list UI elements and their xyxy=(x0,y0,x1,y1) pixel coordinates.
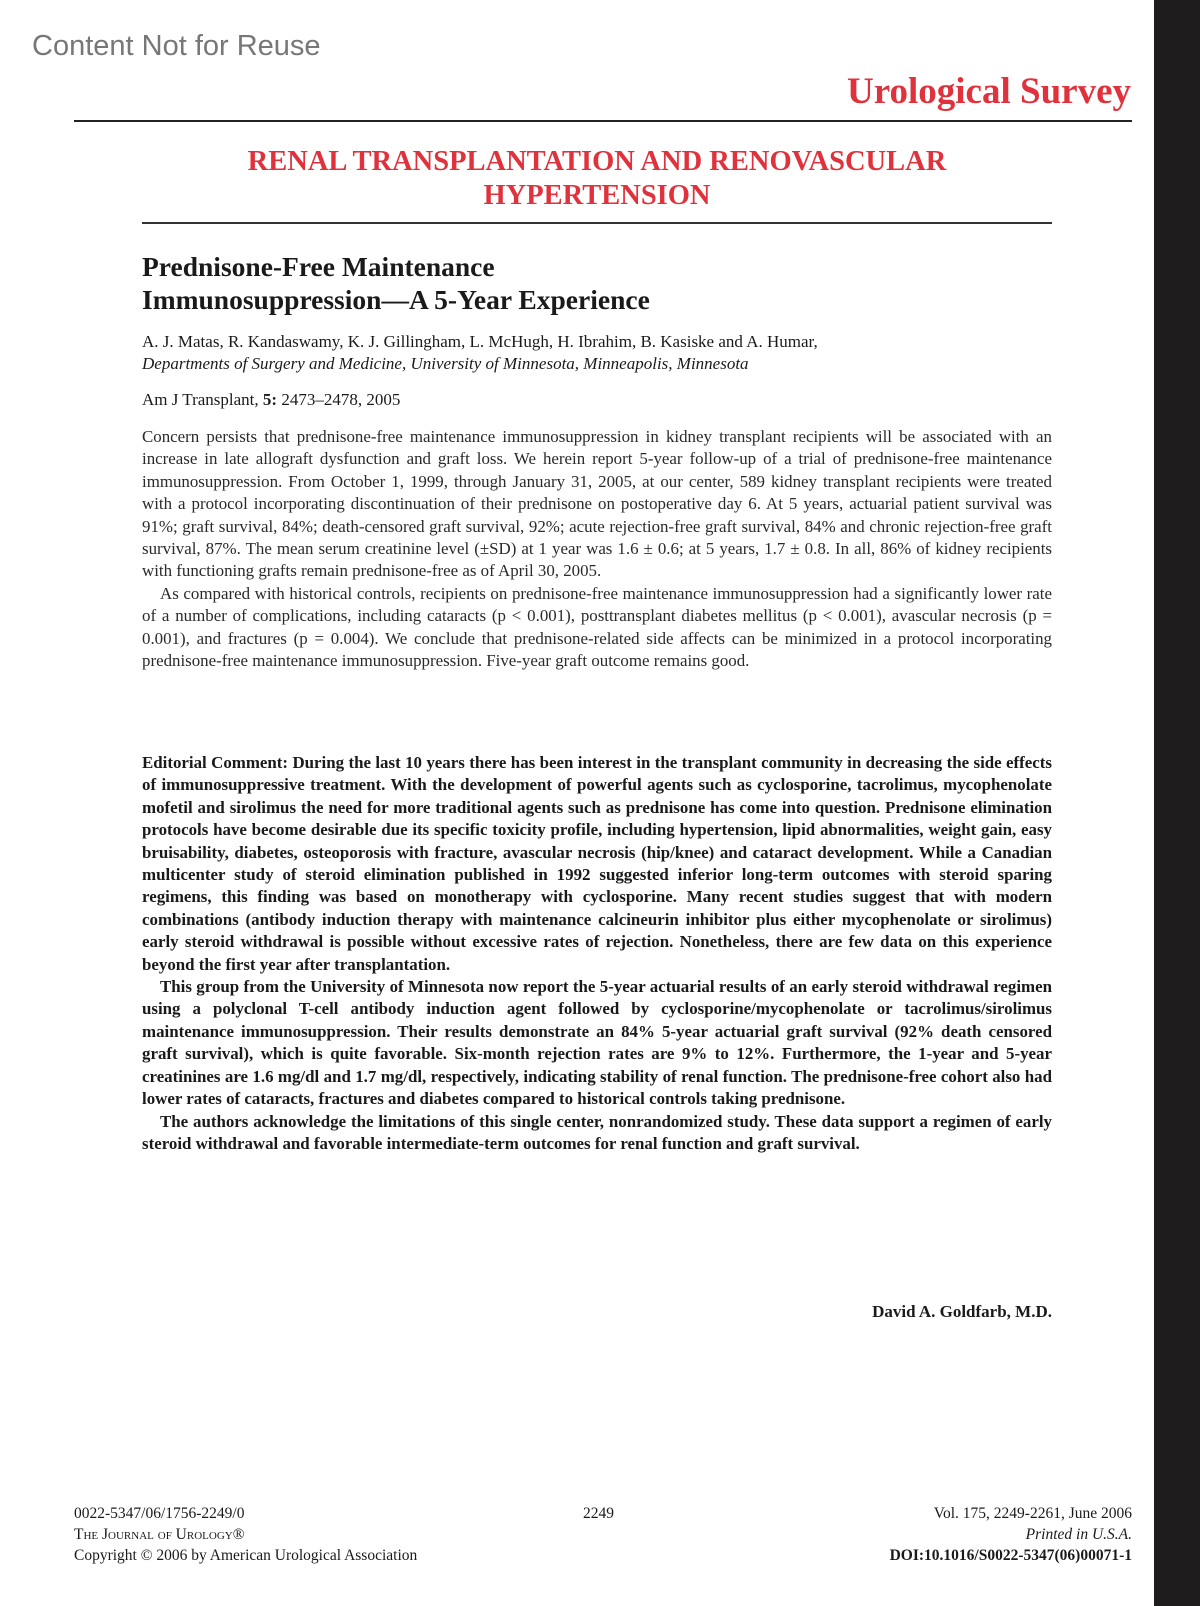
signature: David A. Goldfarb, M.D. xyxy=(872,1302,1052,1321)
footer-right xyxy=(890,1503,1132,1566)
authors: A. J. Matas, R. Kandaswamy, K. J. Gillingham, L. McHugh, H. Ibrahim, B. Kasiske and A. Humar, xyxy=(142,332,818,351)
footer-journal: The Journal of Urology® xyxy=(74,1526,245,1543)
editorial-paragraph: The authors acknowledge the limitations of this single center, nonrandomized study. These data support a regimen of early steroid withdrawal and favorable intermediate-term outcomes for renal function and graft survival. xyxy=(142,1111,1052,1153)
citation-volume: 5: xyxy=(262,390,278,409)
viewer-side-panel xyxy=(1154,0,1200,1606)
header-rule xyxy=(74,120,1132,122)
page-number: 2249 xyxy=(583,1505,614,1522)
affiliation: Departments of Surgery and Medicine, University of Minnesota, Minneapolis, Minnesota xyxy=(142,354,749,373)
article-title-line: Immunosuppression—A 5-Year Experience xyxy=(142,284,650,315)
abstract-paragraph: Concern persists that prednisone-free maintenance immunosuppression in kidney transplant recipients will be associated with an increase in late allograft dysfunction and graft loss. We herein report 5-year follow-up of a trial of prednisone-free maintenance immunosuppression. From October 1, 1999, through January 31, 2005, at our center, 589 kidney transplant recipients were treated with a protocol incorporating discontinuation of their prednisone on postoperative day 6. At 5 years, actuarial patient survival was 91%; graft survival, 84%; death-censored graft survival, 92%; acute rejection-free graft survival, 84% and chronic rejection-free graft survival, 87%. The mean serum creatinine level (±SD) at 1 year was 1.6 ± 0.6; at 5 years, 1.7 ± 0.8. In all, 86% of kidney recipients with functioning grafts remain prednisone-free as of April 30, 2005. xyxy=(142,427,1052,581)
footer-copyright: Copyright © 2006 by American Urological Association xyxy=(74,1547,418,1564)
abstract-paragraph: As compared with historical controls, recipients on prednisone-free maintenance immunosuppression had a significantly lower rate of a number of complications, including cataracts (p < 0.001), posttransplant diabetes mellitus (p < 0.001), avascular necrosis (p = 0.001), and fractures (p = 0.004). We conclude that prednisone-related side affects can be minimized in a protocol incorporating prednisone-free maintenance immunosuppression. Five-year graft outcome remains good. xyxy=(142,583,1052,671)
editorial-paragraph: Editorial Comment: During the last 10 years there has been interest in the transplant community in decreasing the side effects of immunosuppressive treatment. With the development of powerful agents such as cyclosporine, tacrolimus, mycophenolate mofetil and sirolimus the need for more traditional agents such as prednisone has come into question. Prednisone elimination protocols have become desirable due its specific toxicity profile, including hypertension, lipid abnormalities, weight gain, easy bruisability, diabetes, osteoporosis with fracture, avascular necrosis (hip/knee) and cataract development. While a Canadian multicenter study of steroid elimination published in 1992 suggested inferior long-term outcomes with steroid sparing regimens, this finding was based on monotherapy with cyclosporine. Many recent studies suggest that with modern combinations (antibody induction therapy with maintenance calcineurin inhibitor plus either mycophenolate or sirolimus) early steroid withdrawal is possible without excessive rates of rejection. Nonetheless, there are few data on this experience beyond the first year after transplantation. xyxy=(142,753,1052,974)
article-title xyxy=(142,250,1052,316)
footer-volume: Vol. 175, 2249-2261, June 2006 xyxy=(933,1505,1132,1522)
author-block xyxy=(142,331,1052,375)
journal-section-title: Urological Survey xyxy=(847,71,1131,112)
footer-left xyxy=(74,1503,417,1566)
footer-doi: DOI:10.1016/S0022-5347(06)00071-1 xyxy=(889,1547,1132,1564)
citation-pages-year: 2473–2478, 2005 xyxy=(277,390,401,409)
section-heading xyxy=(142,145,1052,213)
footer-code: 0022-5347/06/1756-2249/0 xyxy=(74,1505,245,1522)
citation-journal: Am J Transplant, xyxy=(142,390,263,409)
footer-printed: Printed in U.S.A. xyxy=(1025,1526,1132,1543)
editorial-comment xyxy=(142,752,1052,1155)
abstract xyxy=(142,426,1052,672)
editorial-paragraph: This group from the University of Minnesota now report the 5-year actuarial results of an early steroid withdrawal regimen using a polyclonal T-cell antibody induction agent followed by cyclosporine/mycophenolate or tacrolimus/sirolimus maintenance immunosuppression. Their results demonstrate an 84% 5-year actuarial graft survival (92% death censored graft survival), which is quite favorable. Six-month rejection rates are 9% to 12%. Furthermore, the 1-year and 5-year creatinines are 1.6 mg/dl and 1.7 mg/dl, respectively, indicating stability of renal function. The prednisone-free cohort also had lower rates of cataracts, fractures and diabetes compared to historical controls taking prednisone. xyxy=(142,977,1052,1109)
citation xyxy=(142,390,400,410)
watermark: Content Not for Reuse xyxy=(32,30,321,62)
section-heading-line: HYPERTENSION xyxy=(483,180,711,211)
section-rule xyxy=(142,222,1052,224)
section-heading-line: RENAL TRANSPLANTATION AND RENOVASCULAR xyxy=(247,146,947,177)
article-title-line: Prednisone-Free Maintenance xyxy=(142,251,495,282)
